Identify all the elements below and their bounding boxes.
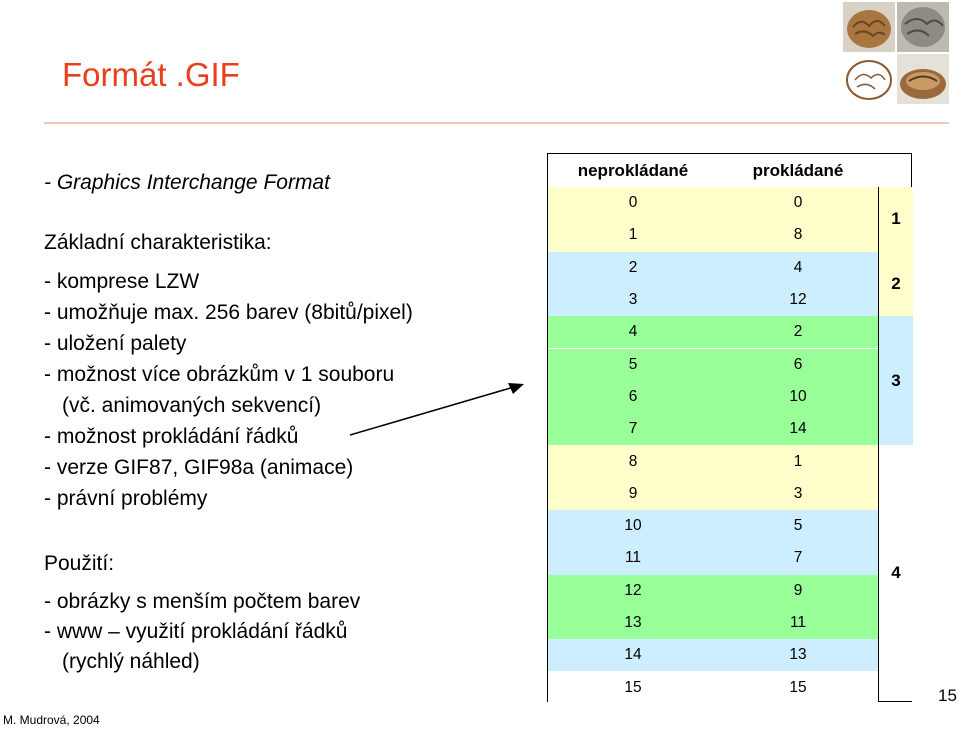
- row-index-cell: 9: [628, 484, 638, 502]
- interlaced-order-cell: 0: [793, 194, 803, 212]
- text-line-interlacing: - možnost prokládání řádků: [44, 425, 299, 448]
- table-row: [548, 413, 878, 445]
- interlaced-order-cell: 3: [793, 484, 803, 502]
- column-header-interlaced: prokládané: [752, 161, 844, 180]
- text-line-www: - www – využití prokládání řádků: [44, 620, 348, 643]
- cracked-walnut-photo: [897, 54, 949, 104]
- text-line-palette: - uložení palety: [44, 332, 187, 355]
- table-row: [548, 445, 878, 477]
- heading-usage: Použití:: [44, 552, 115, 575]
- row-index-cell: 14: [624, 646, 642, 664]
- interlaced-order-cell: 9: [793, 581, 803, 599]
- table-row: [548, 316, 878, 348]
- text-line-animations: (vč. animovaných sekvencí): [62, 394, 322, 417]
- row-index-cell: 1: [628, 226, 638, 244]
- pass-group-1: 1: [878, 187, 913, 252]
- walnut-photo: [843, 2, 895, 52]
- table-row: [548, 478, 878, 510]
- table-row: [548, 607, 878, 639]
- interlaced-order-cell: 1: [793, 452, 803, 470]
- row-index-cell: 11: [624, 549, 642, 567]
- text-line-versions: - verze GIF87, GIF98a (animace): [44, 456, 354, 479]
- walnut-outline-drawing: [843, 54, 895, 104]
- text-line-multiple-images: - možnost více obrázkům v 1 souboru: [44, 363, 395, 386]
- table-row: [548, 510, 878, 542]
- interlaced-order-cell: 2: [793, 323, 803, 341]
- row-index-cell: 8: [628, 452, 638, 470]
- text-line-legal: - právní problémy: [44, 487, 208, 510]
- interlaced-order-cell: 12: [789, 291, 807, 309]
- table-row: [548, 575, 878, 607]
- row-index-cell: 5: [628, 355, 638, 373]
- table-row: [548, 284, 878, 316]
- interlaced-order-cell: 10: [789, 387, 807, 405]
- interlaced-order-cell: 8: [793, 226, 803, 244]
- pass-group-2: 2: [878, 252, 913, 317]
- interlacing-table: [547, 153, 912, 702]
- table-row: [548, 349, 878, 381]
- row-index-cell: 0: [628, 194, 638, 212]
- text-line-fewer-colors: - obrázky s menším počtem barev: [44, 590, 361, 613]
- pass-group-4: 4: [878, 445, 913, 701]
- table-row: [548, 672, 878, 704]
- arrow-to-table-icon: [348, 379, 528, 439]
- interlaced-order-cell: 11: [789, 614, 807, 632]
- table-row: [548, 252, 878, 284]
- interlaced-order-cell: 5: [793, 517, 803, 535]
- table-row: [548, 219, 878, 251]
- author-footer: M. Mudrová, 2004: [3, 713, 100, 727]
- row-index-cell: 2: [628, 258, 638, 276]
- row-index-cell: 6: [628, 387, 638, 405]
- row-index-cell: 7: [628, 420, 638, 438]
- table-row: [548, 187, 878, 219]
- slide-title: Formát .GIF: [62, 56, 240, 93]
- interlaced-order-cell: 7: [793, 549, 803, 567]
- text-line-256-colors: - umožňuje max. 256 barev (8bitů/pixel): [44, 301, 413, 324]
- interlaced-order-cell: 14: [789, 420, 807, 438]
- interlaced-order-cell: 15: [789, 678, 807, 696]
- interlaced-order-cell: 13: [789, 646, 807, 664]
- table-row: [548, 542, 878, 574]
- column-header-non-interlaced: neprokládané: [577, 161, 689, 180]
- heading-characteristics: Základní charakteristika:: [44, 231, 272, 254]
- text-line-graphics-interchange: - Graphics Interchange Format: [44, 171, 330, 194]
- interlaced-order-cell: 4: [793, 258, 803, 276]
- row-index-cell: 13: [624, 614, 642, 632]
- row-index-cell: 12: [624, 581, 642, 599]
- table-row: [548, 381, 878, 413]
- text-line-preview: (rychlý náhled): [62, 650, 200, 673]
- row-index-cell: 4: [628, 323, 638, 341]
- text-line-lzw: - komprese LZW: [44, 270, 200, 293]
- table-row: [548, 639, 878, 671]
- row-index-cell: 3: [628, 291, 638, 309]
- interlaced-order-cell: 6: [793, 355, 803, 373]
- row-index-cell: 15: [624, 678, 642, 696]
- page-number: 15: [938, 686, 957, 705]
- title-divider: [44, 122, 949, 124]
- walnut-photo-collage: [843, 2, 949, 105]
- walnut-halftone-photo: [897, 2, 949, 52]
- row-index-cell: 10: [624, 517, 642, 535]
- pass-group-3: 3: [878, 316, 913, 445]
